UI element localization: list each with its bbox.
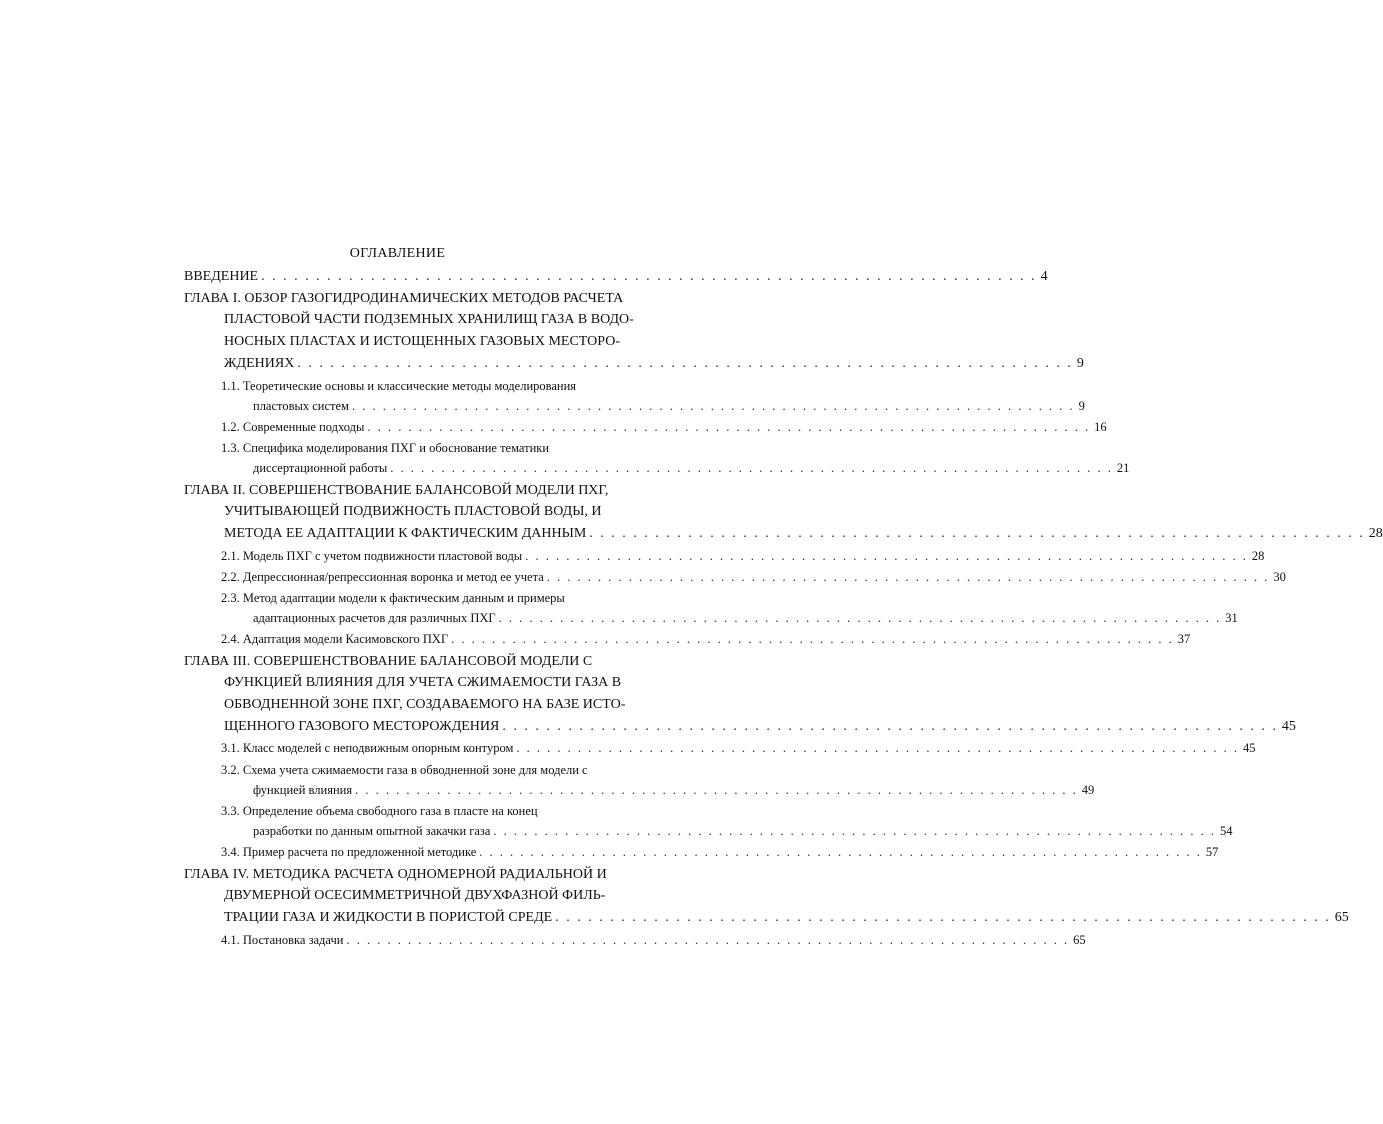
dot-leader: . . . . . . . . . . . . . . . . . . . . . . . . . . . . . . . . . . . . . . . . . . . . . . . . . . . . . . . . . . . . . . . . . . . . . . . bbox=[493, 824, 1217, 839]
toc-chapter-entry[interactable] bbox=[184, 480, 1383, 545]
toc-entry-text: функцией влияния bbox=[253, 782, 353, 797]
toc-entry-text: ФУНКЦИЕЙ ВЛИЯНИЯ ДЛЯ УЧЕТА СЖИМАЕМОСТИ ГАЗА В bbox=[224, 675, 622, 691]
toc-page-number: 9 bbox=[1078, 398, 1085, 413]
toc-entry-text: 3.1. Класс моделей с неподвижным опорным контуром bbox=[221, 741, 514, 756]
toc-entry-text: ТРАЦИИ ГАЗА И ЖИДКОСТИ В ПОРИСТОЙ СРЕДЕ bbox=[224, 910, 553, 926]
toc-entry-text: пластовых систем bbox=[253, 398, 349, 413]
dot-leader: . . . . . . . . . . . . . . . . . . . . . . . . . . . . . . . . . . . . . . . . . . . . . . . . . . . . . . . . . . . . . . . . . . . . . . . bbox=[355, 782, 1078, 797]
dot-leader: . . . . . . . . . . . . . . . . . . . . . . . . . . . . . . . . . . . . . . . . . . . . . . . . . . . . . . . . . . . . . . . . . . . . . . . bbox=[451, 632, 1174, 647]
toc-section-entry[interactable] bbox=[184, 376, 1085, 416]
toc-page-number: 37 bbox=[1177, 632, 1191, 647]
toc-section-entry[interactable] bbox=[184, 801, 1233, 841]
dot-leader: . . . . . . . . . . . . . . . . . . . . . . . . . . . . . . . . . . . . . . . . . . . . . . . . . . . . . . . . . . . . . . . . . . . . . . . bbox=[297, 355, 1073, 371]
toc-entry-text: ПЛАСТОВОЙ ЧАСТИ ПОДЗЕМНЫХ ХРАНИЛИЩ ГАЗА В ВОДО- bbox=[224, 312, 634, 328]
dot-leader: . . . . . . . . . . . . . . . . . . . . . . . . . . . . . . . . . . . . . . . . . . . . . . . . . . . . . . . . . . . . . . . . . . . . . . . bbox=[261, 269, 1037, 284]
toc-page-number: 16 bbox=[1094, 419, 1107, 434]
toc-entry-text: ГЛАВА IV. МЕТОДИКА РАСЧЕТА ОДНОМЕРНОЙ РАДИАЛЬНОЙ И bbox=[184, 866, 607, 882]
toc-chapter-entry[interactable] bbox=[184, 288, 1084, 375]
toc-entry-text: 2.1. Модель ПХГ с учетом подвижности пластовой воды bbox=[221, 548, 523, 563]
toc-page-number: 21 bbox=[1116, 461, 1130, 476]
toc-section-entry[interactable] bbox=[184, 588, 1238, 628]
toc-entry-text: разработки по данным опытной закачки газа bbox=[253, 824, 491, 839]
toc-entry-text: 1.3. Специфика моделирования ПХГ и обоснование тематики bbox=[221, 441, 550, 456]
toc-chapter-entry[interactable] bbox=[184, 651, 1296, 738]
toc-entry-text: УЧИТЫВАЮЩЕЙ ПОДВИЖНОСТЬ ПЛАСТОВОЙ ВОДЫ, И bbox=[224, 504, 602, 520]
dot-leader: . . . . . . . . . . . . . . . . . . . . . . . . . . . . . . . . . . . . . . . . . . . . . . . . . . . . . . . . . . . . . . . . . . . . . . . bbox=[390, 461, 1113, 476]
dot-leader: . . . . . . . . . . . . . . . . . . . . . . . . . . . . . . . . . . . . . . . . . . . . . . . . . . . . . . . . . . . . . . . . . . . . . . . bbox=[589, 525, 1365, 541]
toc-entry-text: ЖДЕНИЯХ bbox=[224, 355, 295, 371]
toc-entry-text: ДВУМЕРНОЙ ОСЕСИММЕТРИЧНОЙ ДВУХФАЗНОЙ ФИЛЬ- bbox=[224, 888, 606, 904]
dot-leader: . . . . . . . . . . . . . . . . . . . . . . . . . . . . . . . . . . . . . . . . . . . . . . . . . . . . . . . . . . . . . . . . . . . . . . . bbox=[546, 569, 1270, 584]
toc-page-number: 28 bbox=[1368, 525, 1383, 541]
toc-entry-text: диссертационной работы bbox=[253, 461, 388, 476]
dot-leader: . . . . . . . . . . . . . . . . . . . . . . . . . . . . . . . . . . . . . . . . . . . . . . . . . . . . . . . . . . . . . . . . . . . . . . . bbox=[479, 845, 1202, 860]
dot-leader: . . . . . . . . . . . . . . . . . . . . . . . . . . . . . . . . . . . . . . . . . . . . . . . . . . . . . . . . . . . . . . . . . . . . . . . bbox=[502, 718, 1278, 734]
dot-leader: . . . . . . . . . . . . . . . . . . . . . . . . . . . . . . . . . . . . . . . . . . . . . . . . . . . . . . . . . . . . . . . . . . . . . . . bbox=[351, 398, 1075, 413]
toc-chapter-entry[interactable] bbox=[184, 864, 1349, 929]
toc-entry-text: ОБВОДНЕННОЙ ЗОНЕ ПХГ, СОЗДАВАЕМОГО НА БАЗЕ ИСТО- bbox=[224, 697, 626, 713]
toc-page-number: 57 bbox=[1205, 845, 1219, 860]
toc-entry-text: 1.2. Современные подходы bbox=[221, 419, 365, 434]
toc-entry-text: 3.3. Определение объема свободного газа в пласте на конец bbox=[221, 804, 538, 819]
toc-page-number: 45 bbox=[1281, 718, 1296, 734]
dot-leader: . . . . . . . . . . . . . . . . . . . . . . . . . . . . . . . . . . . . . . . . . . . . . . . . . . . . . . . . . . . . . . . . . . . . . . . bbox=[346, 932, 1070, 947]
toc-entry-text: ЩЕННОГО ГАЗОВОГО МЕСТОРОЖДЕНИЯ bbox=[224, 718, 500, 734]
toc-section-entry[interactable] bbox=[184, 738, 1256, 758]
toc-entry-text: 2.4. Адаптация модели Касимовского ПХГ bbox=[221, 632, 449, 647]
toc-entry-text: ВВЕДЕНИЕ bbox=[184, 269, 259, 284]
toc-section-entry[interactable] bbox=[184, 629, 1191, 649]
toc-page-number: 45 bbox=[1243, 741, 1256, 756]
toc-page-number: 4 bbox=[1040, 269, 1048, 284]
toc-page-number: 28 bbox=[1251, 548, 1265, 563]
toc-page-number: 9 bbox=[1076, 355, 1084, 371]
toc-section-entry[interactable] bbox=[184, 930, 1086, 950]
toc-page-number: 54 bbox=[1220, 824, 1233, 839]
toc-chapter-entry[interactable] bbox=[184, 266, 1048, 288]
toc-section-entry[interactable] bbox=[184, 567, 1286, 587]
toc-page-number: 49 bbox=[1081, 782, 1095, 797]
toc-entry-text: 2.2. Депрессионная/репрессионная воронка и метод ее учета bbox=[221, 569, 544, 584]
toc-entry-text: НОСНЫХ ПЛАСТАХ И ИСТОЩЕННЫХ ГАЗОВЫХ МЕСТОРО- bbox=[224, 334, 620, 350]
toc-entry-text: 1.1. Теоретические основы и классические методы моделирования bbox=[221, 378, 577, 393]
toc-section-entry[interactable] bbox=[184, 546, 1265, 566]
toc-entry-text: 3.2. Схема учета сжимаемости газа в обводненной зоне для модели с bbox=[221, 762, 588, 777]
toc-entry-text: адаптационных расчетов для различных ПХГ bbox=[253, 611, 496, 626]
toc-section-entry[interactable] bbox=[184, 438, 1130, 478]
toc-entry-text: 3.4. Пример расчета по предложенной методике bbox=[221, 845, 477, 860]
toc-entry-text: 4.1. Постановка задачи bbox=[221, 932, 344, 947]
dot-leader: . . . . . . . . . . . . . . . . . . . . . . . . . . . . . . . . . . . . . . . . . . . . . . . . . . . . . . . . . . . . . . . . . . . . . . . bbox=[525, 548, 1248, 563]
toc-entry-text: МЕТОДА ЕЕ АДАПТАЦИИ К ФАКТИЧЕСКИМ ДАННЫМ bbox=[224, 525, 587, 541]
toc-section-entry[interactable] bbox=[184, 760, 1095, 800]
toc-section-entry[interactable] bbox=[184, 417, 1107, 437]
toc-section-entry[interactable] bbox=[184, 842, 1219, 862]
toc-entry-text: 2.3. Метод адаптации модели к фактическим данным и примеры bbox=[221, 591, 565, 606]
table-of-contents bbox=[184, 266, 1383, 951]
toc-entry-text: ГЛАВА I. ОБЗОР ГАЗОГИДРОДИНАМИЧЕСКИХ МЕТОДОВ РАСЧЕТА bbox=[184, 290, 624, 306]
toc-page-number: 65 bbox=[1073, 932, 1086, 947]
dot-leader: . . . . . . . . . . . . . . . . . . . . . . . . . . . . . . . . . . . . . . . . . . . . . . . . . . . . . . . . . . . . . . . . . . . . . . . bbox=[498, 611, 1222, 626]
toc-page-number: 30 bbox=[1273, 569, 1286, 584]
toc-entry-text: ГЛАВА II. СОВЕРШЕНСТВОВАНИЕ БАЛАНСОВОЙ МОДЕЛИ ПХГ, bbox=[184, 482, 609, 498]
toc-title: ОГЛАВЛЕНИЕ bbox=[349, 246, 446, 261]
toc-entry-text: ГЛАВА III. СОВЕРШЕНСТВОВАНИЕ БАЛАНСОВОЙ МОДЕЛИ С bbox=[184, 653, 593, 669]
dot-leader: . . . . . . . . . . . . . . . . . . . . . . . . . . . . . . . . . . . . . . . . . . . . . . . . . . . . . . . . . . . . . . . . . . . . . . . bbox=[516, 741, 1240, 756]
toc-page-number: 31 bbox=[1225, 611, 1238, 626]
dot-leader: . . . . . . . . . . . . . . . . . . . . . . . . . . . . . . . . . . . . . . . . . . . . . . . . . . . . . . . . . . . . . . . . . . . . . . . bbox=[555, 910, 1331, 926]
toc-page-number: 65 bbox=[1334, 910, 1349, 926]
dot-leader: . . . . . . . . . . . . . . . . . . . . . . . . . . . . . . . . . . . . . . . . . . . . . . . . . . . . . . . . . . . . . . . . . . . . . . . bbox=[367, 419, 1091, 434]
